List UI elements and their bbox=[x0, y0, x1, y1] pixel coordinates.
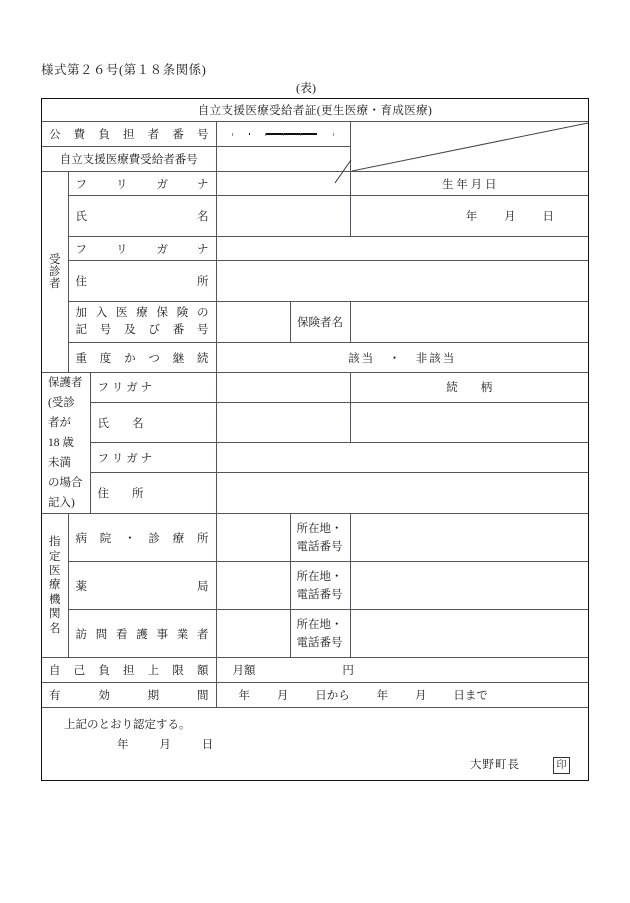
table-row bbox=[42, 683, 588, 708]
period-start-day: 日から bbox=[315, 690, 350, 702]
number-rows-blank-area bbox=[350, 122, 588, 172]
severe-continuous-label: 重 度 か つ 継 続 bbox=[75, 352, 209, 365]
number-cell[interactable] bbox=[334, 133, 350, 135]
institutions-side-label-char: 医 bbox=[49, 565, 61, 578]
guardian-address-furigana-label-cell bbox=[90, 443, 216, 473]
patient-address-label: 住 所 bbox=[75, 276, 209, 288]
patient-birth-label: 生 年 月 日 bbox=[441, 178, 497, 191]
public-burden-number-label: 公 費 負 担 者 番 号 bbox=[49, 129, 209, 141]
period-start-month: 月 bbox=[276, 690, 289, 702]
hospital-address-label-line1: 所在地・ bbox=[296, 522, 343, 535]
number-cell-grid[interactable] bbox=[217, 133, 350, 135]
self-pay-cap-field[interactable] bbox=[216, 658, 588, 683]
patient-address-field[interactable] bbox=[216, 261, 588, 302]
certification-year: 年 bbox=[117, 739, 130, 751]
patient-birth-label-cell bbox=[350, 172, 588, 196]
guardian-address-furigana-label: フ リ ガ ナ bbox=[97, 452, 153, 465]
severe-continuous-value: 該当 ・ 非該当 bbox=[348, 352, 457, 365]
table-row bbox=[42, 343, 588, 373]
insurer-name-label-cell bbox=[290, 302, 350, 343]
insurance-symbol-label-line1: 加 入 医 療 保 険 の bbox=[75, 307, 209, 319]
period-start-year: 年 bbox=[238, 690, 250, 702]
table-row bbox=[42, 99, 588, 122]
number-cell[interactable] bbox=[217, 133, 234, 135]
institutions-side-label-char: 関 bbox=[49, 608, 61, 621]
number-cell[interactable] bbox=[250, 133, 267, 135]
table-row bbox=[42, 473, 588, 514]
institutions-side-label-char: 機 bbox=[49, 593, 61, 606]
institutions-side-label bbox=[42, 535, 68, 636]
patient-name-label-cell bbox=[68, 196, 216, 237]
patient-furigana-label: フ リ ガ ナ bbox=[75, 178, 209, 191]
guardian-relation-field[interactable] bbox=[350, 402, 588, 443]
table-row bbox=[42, 610, 588, 658]
number-cell[interactable] bbox=[317, 133, 334, 135]
hospital-name-field[interactable] bbox=[216, 514, 290, 562]
pharmacy-address-label-cell bbox=[290, 562, 350, 610]
number-cell[interactable] bbox=[284, 133, 301, 135]
hospital-label: 病 院 ・ 診 療 所 bbox=[75, 532, 209, 545]
table-row bbox=[42, 302, 588, 343]
number-cell[interactable] bbox=[233, 133, 250, 135]
issuer-name: 大野町長 bbox=[470, 759, 520, 771]
severe-continuous-options[interactable] bbox=[216, 343, 588, 373]
guardian-furigana-label-cell bbox=[90, 373, 216, 403]
valid-period-label-cell bbox=[42, 683, 216, 708]
insurance-symbol-label-cell bbox=[68, 302, 216, 343]
side-marker: (表) bbox=[296, 81, 316, 95]
insurer-name-label: 保険者名 bbox=[297, 317, 343, 329]
year-label: 年 bbox=[465, 211, 478, 223]
guardian-relation-label: 続 柄 bbox=[446, 382, 493, 395]
pharmacy-name-field[interactable] bbox=[216, 562, 290, 610]
hospital-address-label-line2: 電話番号 bbox=[296, 540, 343, 553]
day-label: 日 bbox=[542, 211, 554, 223]
guardian-furigana-field[interactable] bbox=[216, 373, 350, 403]
certification-block bbox=[42, 708, 588, 780]
patient-side-label-char: 診 bbox=[49, 265, 61, 278]
institutions-side-label-char: 名 bbox=[49, 622, 61, 635]
certification-cell bbox=[42, 708, 588, 781]
insurance-symbol-field[interactable] bbox=[216, 302, 290, 343]
institutions-side-label-char: 定 bbox=[49, 550, 61, 563]
diagonal-strikethrough-icon bbox=[351, 122, 589, 172]
hospital-label-cell bbox=[68, 514, 216, 562]
hospital-address-field[interactable] bbox=[350, 514, 588, 562]
certification-day: 日 bbox=[201, 739, 215, 751]
recipient-number-grid[interactable] bbox=[216, 147, 350, 172]
guardian-address-label: 住 所 bbox=[97, 488, 144, 501]
patient-address-label-cell bbox=[68, 261, 216, 302]
patient-address-furigana-field[interactable] bbox=[216, 237, 588, 261]
patient-side-label-char: 受 bbox=[49, 253, 61, 266]
self-pay-cap-label: 自 己 負 担 上 限 額 bbox=[49, 665, 209, 677]
insurance-symbol-label-line2: 記 号 及 び 番 号 bbox=[75, 324, 209, 336]
table-row bbox=[42, 514, 588, 562]
self-pay-cap-label-cell bbox=[42, 658, 216, 683]
seal-icon: 印 bbox=[553, 757, 570, 774]
month-label: 月 bbox=[504, 211, 516, 223]
valid-period-field[interactable] bbox=[216, 683, 588, 708]
table-row bbox=[42, 443, 588, 473]
guardian-furigana-label: フ リ ガ ナ bbox=[97, 382, 153, 395]
insurer-name-field[interactable] bbox=[350, 302, 588, 343]
patient-side-label-cell bbox=[42, 172, 68, 373]
visiting-nurse-label: 訪 問 看 護 事 業 者 bbox=[75, 628, 209, 641]
table-row bbox=[42, 402, 588, 443]
visiting-nurse-address-label-line2: 電話番号 bbox=[296, 636, 343, 649]
recipient-number-label-cell bbox=[42, 147, 216, 172]
table-row bbox=[42, 172, 588, 196]
form-number: 様式第２６号(第１８条関係) bbox=[41, 63, 207, 77]
certificate-table-frame bbox=[41, 98, 589, 781]
guardian-address-label-cell bbox=[90, 473, 216, 514]
table-row bbox=[42, 562, 588, 610]
visiting-nurse-label-cell bbox=[68, 610, 216, 658]
valid-period-parts bbox=[217, 690, 488, 702]
period-end-month: 月 bbox=[415, 690, 427, 702]
patient-birth-field[interactable] bbox=[350, 196, 588, 237]
patient-side-label-char: 者 bbox=[49, 278, 61, 291]
number-cell[interactable] bbox=[266, 133, 284, 135]
pharmacy-label: 薬 局 bbox=[75, 580, 209, 593]
period-end-day: 日まで bbox=[453, 690, 488, 702]
guardian-label-line2: の場合記入) bbox=[48, 477, 83, 509]
visiting-nurse-address-label-line1: 所在地・ bbox=[296, 618, 343, 631]
table-row bbox=[42, 196, 588, 237]
patient-name-label: 氏 名 bbox=[75, 211, 209, 223]
pharmacy-address-field[interactable] bbox=[350, 562, 588, 610]
pharmacy-label-cell bbox=[68, 562, 216, 610]
monthly-amount-label: 月額 bbox=[232, 665, 256, 677]
pharmacy-address-label-line1: 所在地・ bbox=[296, 570, 343, 583]
guardian-label-line1: 保護者(受診者が 18 歳未満 bbox=[48, 377, 83, 469]
period-end-year: 年 bbox=[376, 690, 389, 702]
certificate-title: 自立支援医療受給者証(更生医療・育成医療) bbox=[42, 99, 588, 122]
public-burden-number-grid[interactable] bbox=[216, 122, 350, 147]
public-burden-number-label-cell bbox=[42, 122, 216, 147]
patient-birth-date-parts bbox=[466, 211, 588, 223]
pharmacy-address-label-line2: 電話番号 bbox=[296, 588, 343, 601]
table-row bbox=[42, 261, 588, 302]
institutions-side-label-cell bbox=[42, 514, 68, 658]
institutions-side-label-char: 療 bbox=[49, 579, 61, 592]
visiting-nurse-address-field[interactable] bbox=[350, 610, 588, 658]
patient-furigana-field[interactable] bbox=[216, 172, 350, 196]
table-row bbox=[42, 708, 588, 781]
yen-label: 円 bbox=[342, 665, 354, 677]
guardian-name-label-cell bbox=[90, 402, 216, 443]
guardian-relation-label-cell bbox=[350, 373, 588, 403]
visiting-nurse-name-field[interactable] bbox=[216, 610, 290, 658]
guardian-label-cell bbox=[42, 373, 90, 514]
patient-side-label bbox=[42, 254, 68, 290]
certification-statement: 上記のとおり認定する。 bbox=[64, 719, 191, 731]
table-row bbox=[42, 122, 588, 147]
guardian-address-field[interactable] bbox=[216, 473, 588, 514]
guardian-address-furigana-field[interactable] bbox=[216, 443, 588, 473]
guardian-name-field[interactable] bbox=[216, 402, 350, 443]
visiting-nurse-address-label-cell bbox=[290, 610, 350, 658]
certificate-table bbox=[42, 99, 588, 780]
recipient-number-label: 自立支援医療費受給者番号 bbox=[59, 154, 198, 166]
patient-address-furigana-label-cell bbox=[68, 237, 216, 261]
patient-name-field[interactable] bbox=[216, 196, 350, 237]
table-row bbox=[42, 237, 588, 261]
hospital-address-label-cell bbox=[290, 514, 350, 562]
severe-continuous-label-cell bbox=[68, 343, 216, 373]
institutions-side-label-char: 指 bbox=[49, 536, 61, 549]
table-row bbox=[42, 658, 588, 683]
table-row bbox=[42, 373, 588, 403]
number-cell[interactable] bbox=[301, 133, 318, 135]
patient-address-furigana-label: フ リ ガ ナ bbox=[75, 243, 209, 256]
valid-period-label: 有 効 期 間 bbox=[49, 690, 209, 702]
patient-furigana-label-cell bbox=[68, 172, 216, 196]
certification-date[interactable] bbox=[117, 736, 240, 752]
guardian-name-label: 氏 名 bbox=[97, 417, 144, 430]
certification-month: 月 bbox=[159, 739, 172, 751]
